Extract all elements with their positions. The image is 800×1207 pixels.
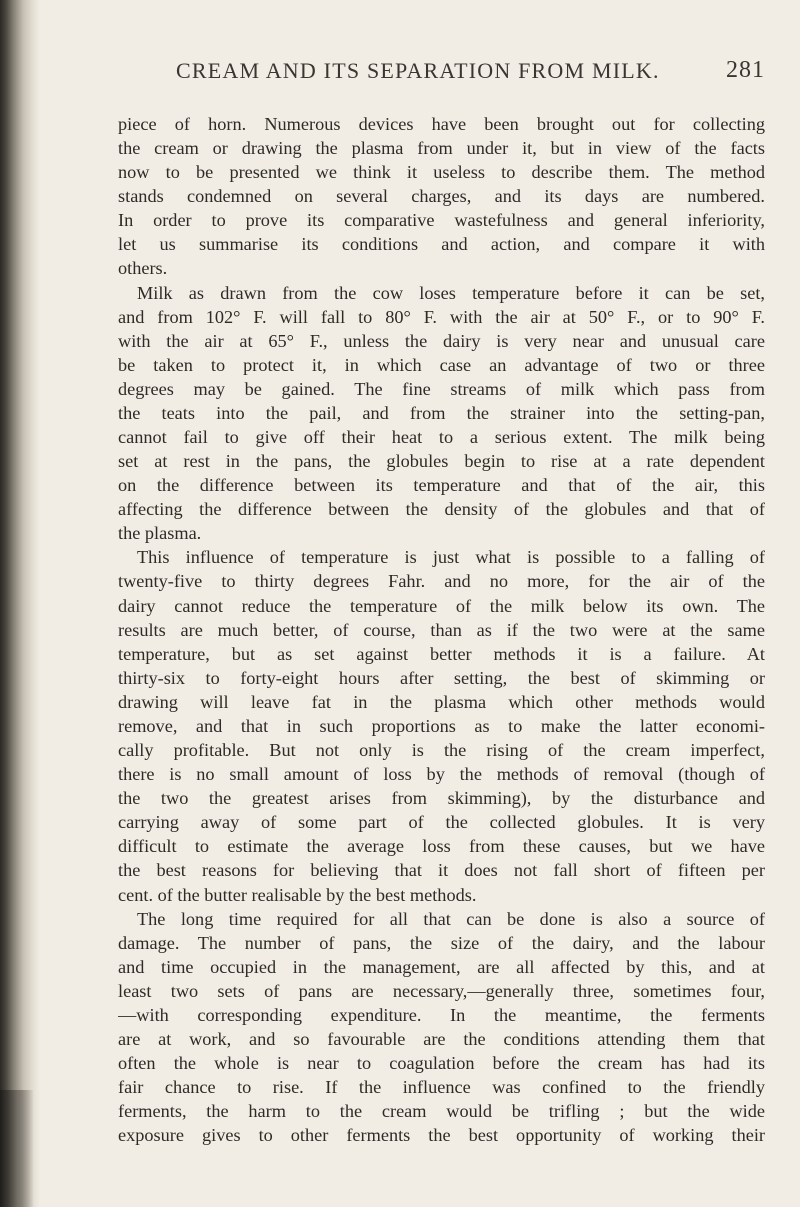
- paragraph-first-line: The long time required for all that can be done is also a source of: [137, 908, 765, 929]
- book-binding-shadow: [0, 0, 40, 1207]
- page-number: 281: [726, 57, 765, 83]
- text-line: on the difference between its temperature and that of the air, this: [118, 475, 765, 496]
- text-line: cannot fail to give off their heat to a serious extent. The milk being: [118, 427, 765, 448]
- text-line: drawing will leave fat in the plasma which other methods would: [118, 691, 765, 712]
- text-line: twenty-five to thirty degrees Fahr. and no more, for the air of the: [118, 571, 765, 592]
- paragraph-first-line: This influence of temperature is just what is possible to a falling of: [137, 547, 765, 568]
- text-line: and from 102° F. will fall to 80° F. with the air at 50° F., or to 90° F.: [118, 306, 765, 327]
- text-line: degrees may be gained. The fine streams of milk which pass from: [118, 378, 765, 399]
- text-line: often the whole is near to coagulation before the cream has had its: [118, 1053, 765, 1074]
- text-line: cent. of the butter realisable by the best methods.: [118, 884, 477, 905]
- text-line: stands condemned on several charges, and its days are numbered.: [118, 186, 765, 207]
- text-line: others.: [118, 258, 168, 279]
- text-line: be taken to protect it, in which case an advantage of two or three: [118, 354, 765, 375]
- text-line: least two sets of pans are necessary,—generally three, sometimes four,: [118, 980, 765, 1001]
- text-line: and time occupied in the management, are all affected by this, and at: [118, 956, 765, 977]
- text-line: the cream or drawing the plasma from under it, but in view of the facts: [118, 138, 765, 159]
- text-line: cally profitable. But not only is the rising of the cream imperfect,: [118, 740, 765, 761]
- text-line: damage. The number of pans, the size of the dairy, and the labour: [118, 932, 765, 953]
- text-line: remove, and that in such proportions as to make the latter economi-: [118, 715, 765, 736]
- text-line: with the air at 65° F., unless the dairy is very near and unusual care: [118, 330, 765, 351]
- running-head: [118, 58, 765, 98]
- text-line: thirty-six to forty-eight hours after setting, the best of skimming or: [118, 667, 765, 688]
- text-line: now to be presented we think it useless to describe them. The method: [118, 162, 765, 183]
- text-line: let us summarise its conditions and action, and compare it with: [118, 234, 765, 255]
- text-line: the best reasons for believing that it does not fall short of fifteen per: [118, 860, 765, 881]
- text-line: difficult to estimate the average loss from these causes, but we have: [118, 836, 765, 857]
- text-line: the teats into the pail, and from the strainer into the setting-pan,: [118, 402, 765, 423]
- text-line: affecting the difference between the density of the globules and that of: [118, 499, 765, 520]
- text-line: the two the greatest arises from skimming), by the disturbance and: [118, 788, 765, 809]
- book-binding-shadow-bottom: [0, 1090, 34, 1207]
- text-line: exposure gives to other ferments the best opportunity of working their: [118, 1125, 765, 1146]
- text-line: piece of horn. Numerous devices have been brought out for collecting: [118, 114, 765, 134]
- text-line: results are much better, of course, than as if the two were at the same: [118, 619, 765, 640]
- text-line: carrying away of some part of the collected globules. It is very: [118, 812, 765, 833]
- book-page: [118, 58, 765, 1147]
- text-line: temperature, but as set against better methods it is a failure. At: [118, 643, 765, 664]
- paragraph-first-line: Milk as drawn from the cow loses temperature before it can be set,: [137, 282, 765, 303]
- text-line: are at work, and so favourable are the conditions attending them that: [118, 1028, 765, 1049]
- text-line: the plasma.: [118, 523, 202, 544]
- text-line: dairy cannot reduce the temperature of the milk below its own. The: [118, 595, 765, 616]
- text-line: fair chance to rise. If the influence was confined to the friendly: [118, 1077, 765, 1098]
- text-line: set at rest in the pans, the globules begin to rise at a rate dependent: [118, 451, 765, 472]
- text-line: there is no small amount of loss by the methods of removal (though of: [118, 764, 765, 785]
- text-line: ferments, the harm to the cream would be trifling ; but the wide: [118, 1101, 765, 1122]
- running-title: CREAM AND ITS SEPARATION FROM MILK.: [176, 58, 660, 83]
- body-text: [118, 112, 765, 1147]
- text-line: In order to prove its comparative wastefulness and general inferiority,: [118, 210, 765, 231]
- text-line: —with corresponding expenditure. In the meantime, the ferments: [118, 1004, 765, 1025]
